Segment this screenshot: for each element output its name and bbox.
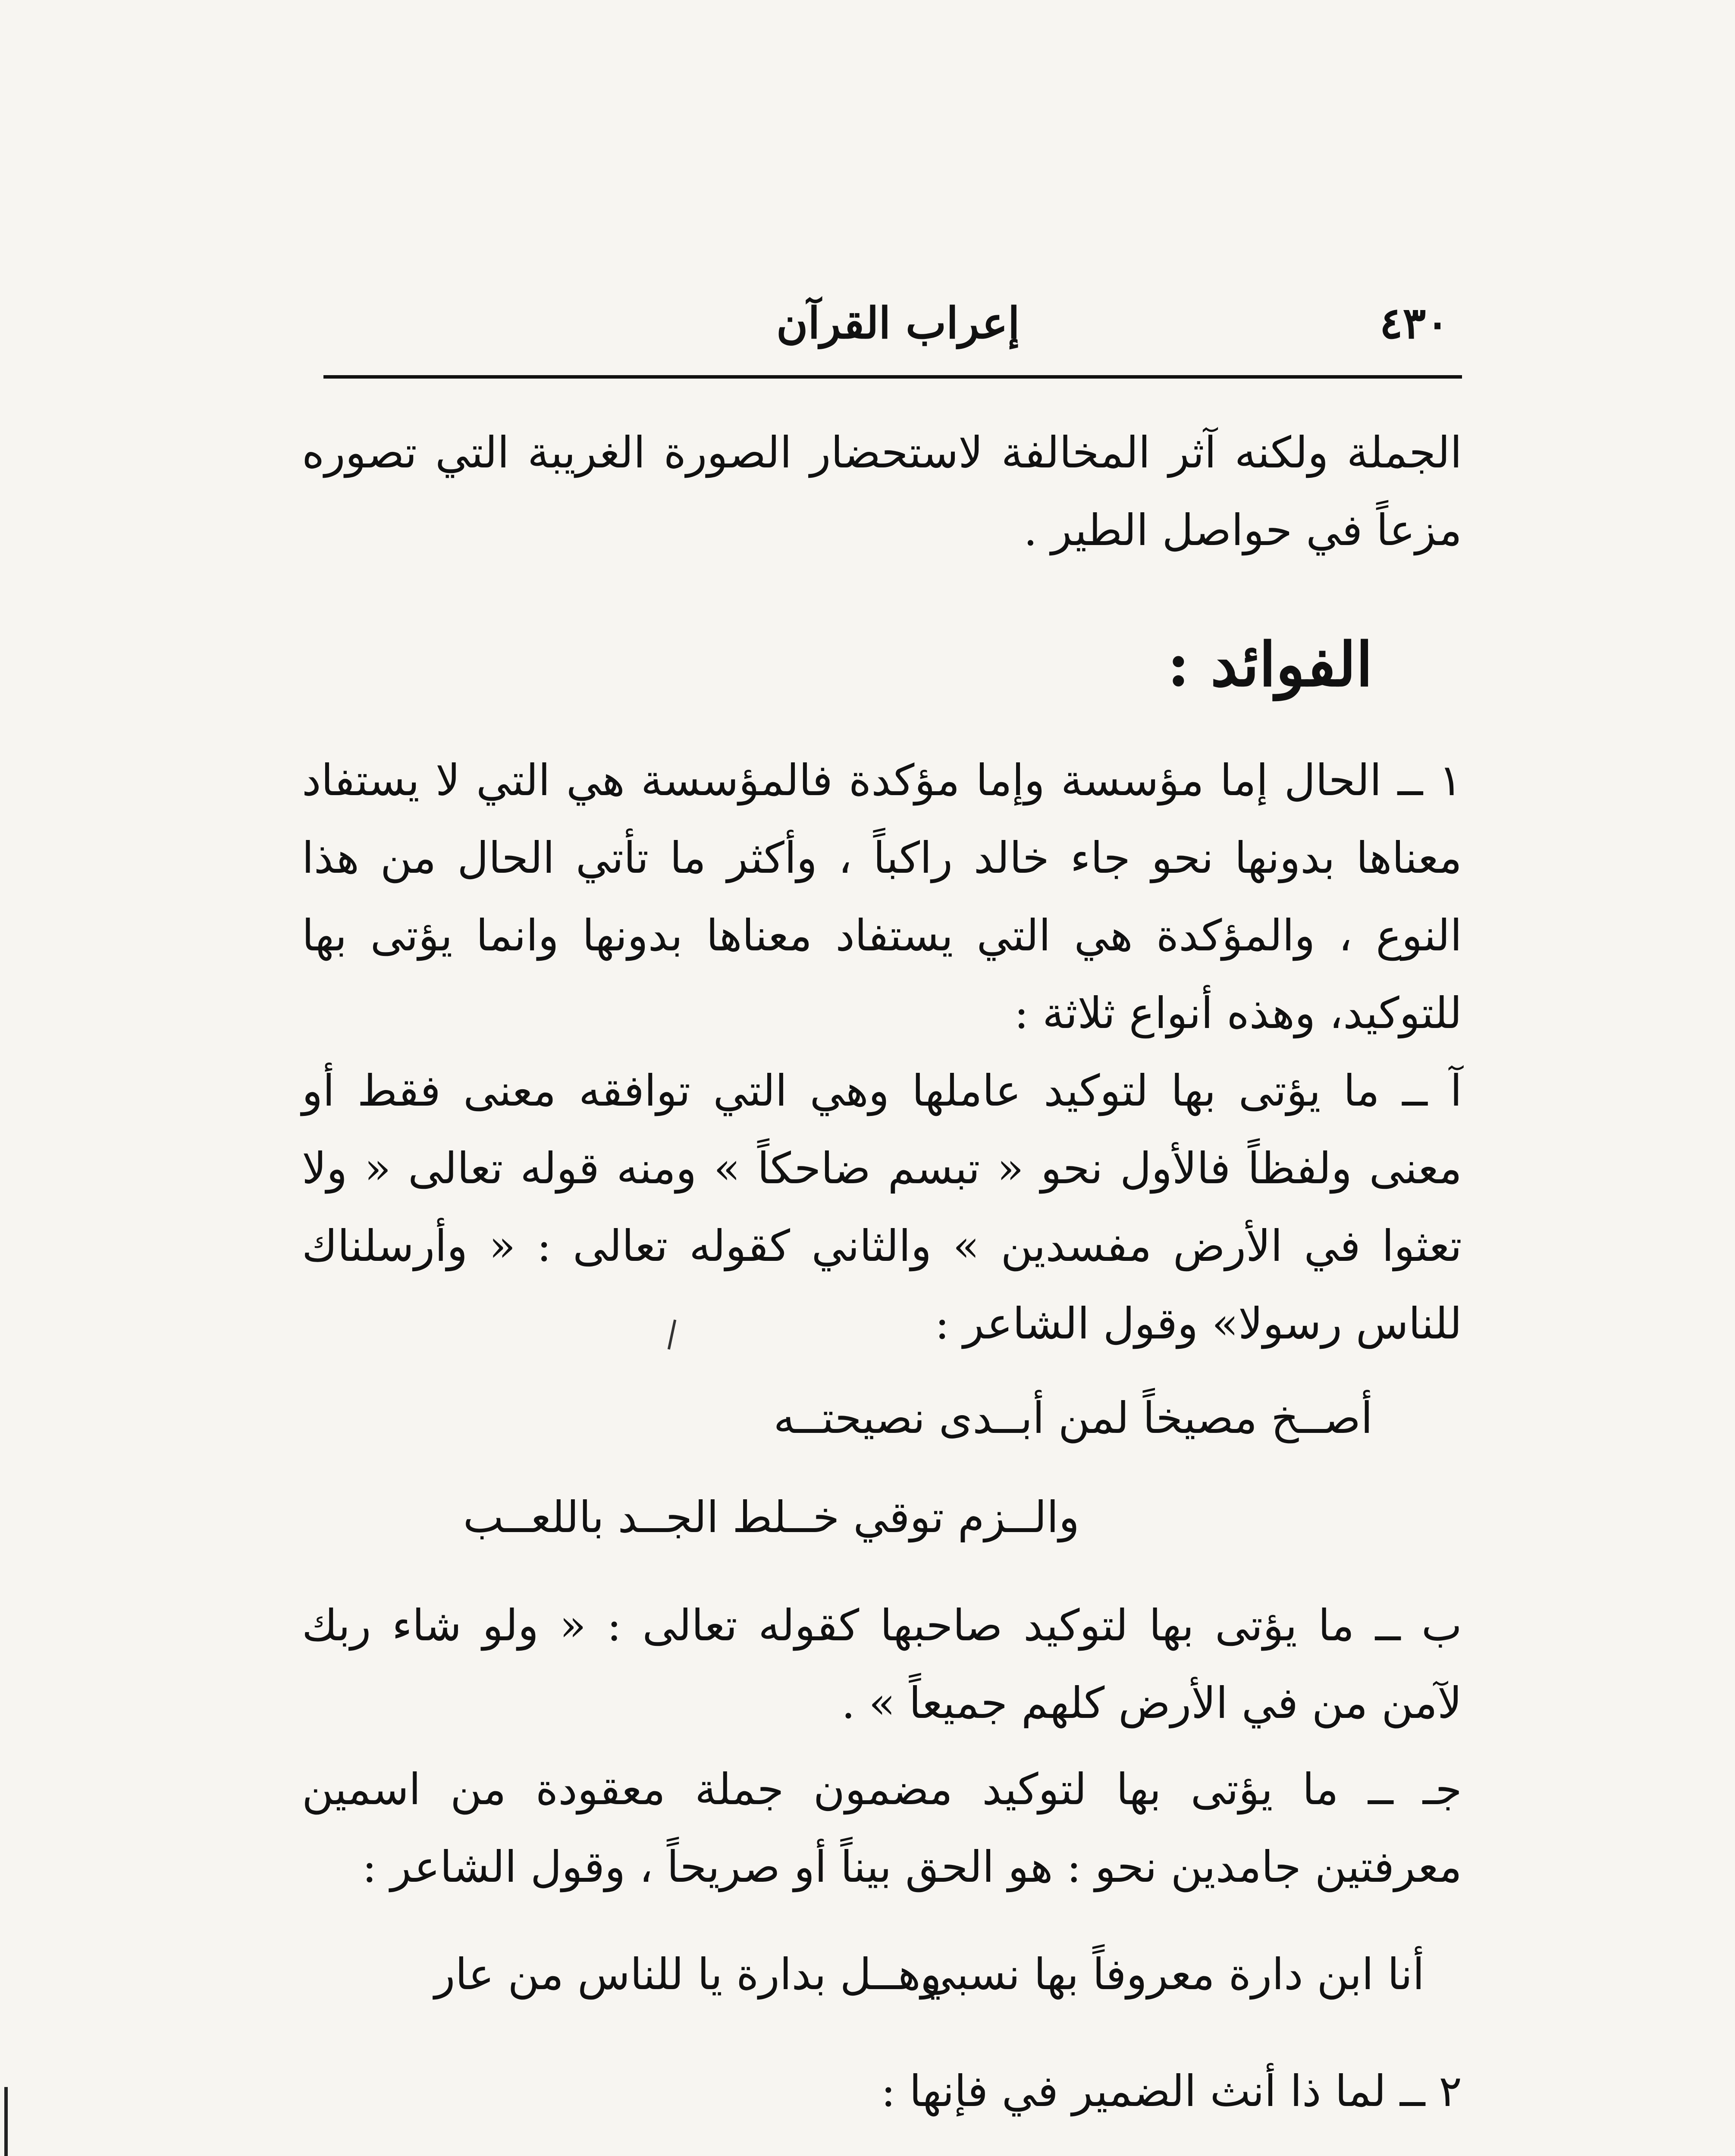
paragraph-1: ١ ــ الحال إما مؤسسة وإما مؤكدة فالمؤسسة هي التي لا يستفاد معناها بدونها نحو جاء خالد راكباً ، وأكثر ما تأتي الحال من هذا النوع ، والمؤكدة هي التي يستفاد معناها بدونها وانما يؤتى بها للتوكيد، وهذه أنواع ثلاثة : <box>302 755 1462 1038</box>
page-number: ٤٣٠ <box>1379 298 1449 348</box>
paragraph-5: ٢ ــ لما ذا أنث الضمير في فإنها : <box>881 2066 1462 2116</box>
verse-1-second-hemistich: والــزم توقي خــلط الجــد باللعــب <box>463 1492 1079 1542</box>
paragraph-3: ب ــ ما يؤتى بها لتوكيد صاحبها كقوله تعالى : « ولو شاء ربك لآمن من في الأرض كلهم جميعاً » . <box>302 1600 1462 1728</box>
page-header <box>323 259 1462 375</box>
paragraph-2: آ ــ ما يؤتى بها لتوكيد عاملها وهي التي توافقه معنى فقط أو معنى ولفظاً فالأول نحو « تبسم ضاحكاً » ومنه قوله تعالى « ولا تعثوا في الأرض مفسدين » والثاني كقوله تعالى : « وأرسلناك للناس رسولا» وقول الشاعر : <box>302 1065 1462 1349</box>
intro-paragraph: الجملة ولكنه آثر المخالفة لاستحضار الصورة الغريبة التي تصوره مزعاً في حواصل الطير . <box>302 427 1462 555</box>
paragraph-4: جـ ــ ما يؤتى بها لتوكيد مضمون جملة معقودة من اسمين معرفتين جامدين نحو : هو الحق بيناً أو صريحاً ، وقول الشاعر : <box>302 1764 1462 1892</box>
verse-2-first-hemistich: أنا ابن دارة معروفاً بها نسبي <box>920 1949 1424 1999</box>
section-heading: الفوائد : <box>1167 630 1373 700</box>
verse-1-first-hemistich: أصــخ مصيخاً لمن أبــدى نصيحتــه <box>773 1393 1373 1443</box>
scan-edge-shadow <box>4 2087 8 2156</box>
header-rule <box>323 375 1462 379</box>
running-title: إعراب القرآن <box>776 298 1020 348</box>
verse-2-second-hemistich: وهــل بدارة يا للناس من عار <box>434 1949 941 1999</box>
